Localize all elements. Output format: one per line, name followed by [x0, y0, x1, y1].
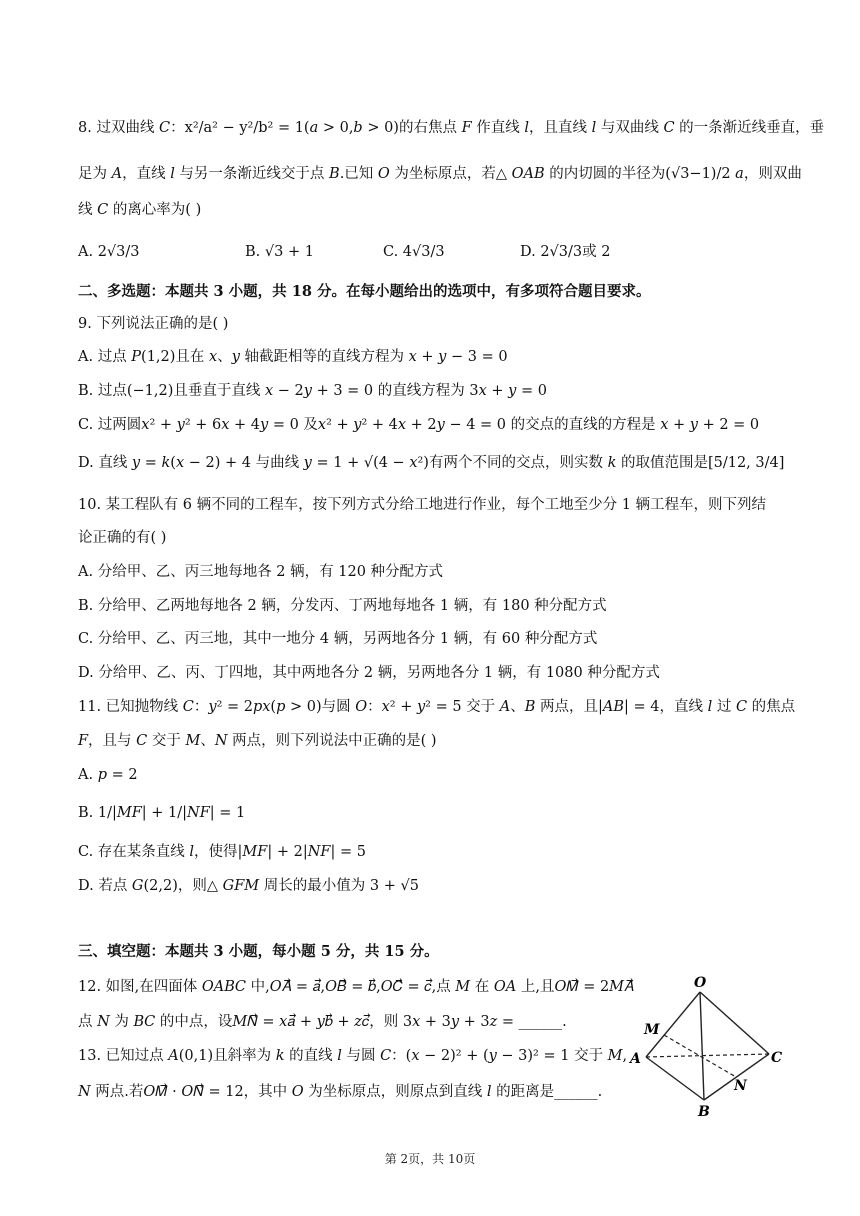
q8-option-d: D. 2√3/3或 2	[520, 244, 611, 260]
q11-option-a: A. 𝑝 = 2	[78, 767, 138, 783]
q9-option-c: C. 过两圆𝑥² + 𝑦² + 6𝑥 + 4𝑦 = 0 及𝑥² + 𝑦² + 4𝑥 + 2𝑦 − 4 = 0 的交点的直线的方程是 𝑥 + 𝑦 + 2 = 0	[78, 417, 760, 433]
q10-option-c: C. 分给甲、乙、丙三地，其中一地分 4 辆，另两地各分 1 辆，有 60 种分配方式	[78, 631, 598, 647]
label-b: B	[698, 1104, 710, 1120]
q12-line-2: 点 𝑁 为 𝐵𝐶 的中点，设𝑀𝑁⃗ = 𝑥𝑎⃗ + 𝑦𝑏⃗ + 𝑧𝑐⃗，则 3𝑥 + 3𝑦 + 3𝑧 = ______.	[78, 1014, 567, 1030]
label-o: O	[694, 975, 707, 991]
label-c: C	[771, 1050, 783, 1066]
q11-line-2: 𝐹，且与 𝐶 交于 𝑀、𝑁 两点，则下列说法中正确的是( )	[78, 733, 437, 749]
q10-option-d: D. 分给甲、乙、丙、丁四地，其中两地各分 2 辆，另两地各分 1 辆，有 1080 种分配方式	[78, 665, 660, 681]
label-n: N	[734, 1078, 747, 1094]
q10-option-b: B. 分给甲、乙两地每地各 2 辆，分发丙、丁两地每地各 1 辆，有 180 种分配方式	[78, 598, 607, 614]
label-m: M	[644, 1022, 660, 1038]
q13-line-1: 13. 已知过点 𝐴(0,1)且斜率为 𝑘 的直线 𝑙 与圆 𝐶：(𝑥 − 2)² + (𝑦 − 3)² = 1 交于 𝑀,	[78, 1048, 628, 1064]
q8-option-c: C. 4√3/3	[383, 244, 445, 260]
section-2-heading: 二、多选题：本题共 3 小题，共 18 分。在每小题给出的选项中，有多项符合题目要求。	[78, 283, 651, 300]
label-a: A	[630, 1051, 641, 1067]
q9-stem: 9. 下列说法正确的是( )	[78, 316, 229, 332]
q8-option-b: B. √3 + 1	[245, 244, 314, 260]
page-footer: 第 2页，共 10页	[384, 1152, 476, 1166]
q10-line-2: 论正确的有( )	[78, 530, 167, 546]
q11-line-1: 11. 已知抛物线 𝐶：𝑦² = 2𝑝𝑥(𝑝 > 0)与圆 𝑂：𝑥² + 𝑦² = 5 交于 𝐴、𝐵 两点，且|𝐴𝐵| = 4，直线 𝑙 过 𝐶 的焦点	[78, 699, 796, 715]
section-3-heading: 三、填空题：本题共 3 小题，每小题 5 分，共 15 分。	[78, 943, 439, 960]
q13-line-2: 𝑁 两点.若𝑂𝑀⃗ · 𝑂𝑁⃗ = 12，其中 𝑂 为坐标原点，则原点到直线 𝑙 的距离是______.	[78, 1084, 603, 1100]
q9-option-a: A. 过点 𝑃(1,2)且在 𝑥、𝑦 轴截距相等的直线方程为 𝑥 + 𝑦 − 3 = 0	[78, 349, 508, 365]
q10-option-a: A. 分给甲、乙、丙三地每地各 2 辆，有 120 种分配方式	[78, 564, 444, 580]
edge-ab	[646, 1057, 704, 1100]
q12-line-1: 12. 如图,在四面体 𝑂𝐴𝐵𝐶 中,𝑂𝐴⃗ = 𝑎⃗,𝑂𝐵⃗ = 𝑏⃗,𝑂𝐶⃗ = 𝑐⃗,点 𝑀 在 𝑂𝐴 上,且𝑂𝑀⃗ = 2𝑀𝐴⃗	[78, 979, 634, 995]
q8-option-a: A. 2√3/3	[78, 244, 140, 260]
q9-option-d: D. 直线 𝑦 = 𝑘(𝑥 − 2) + 4 与曲线 𝑦 = 1 + √(4 − 𝑥²)有两个不同的交点，则实数 𝑘 的取值范围是[5/12, 3/4]	[78, 455, 785, 471]
q8-line-2: 足为 𝐴，直线 𝑙 与另一条渐近线交于点 𝐵.已知 𝑂 为坐标原点，若△ 𝑂𝐴𝐵 的内切圆的半径为(√3−1)/2 𝑎，则双曲	[78, 166, 802, 182]
q8-line-1: 8. 过双曲线 𝐶：x²/a² − y²/b² = 1(𝑎 > 0,𝑏 > 0)的右焦点 𝐹 作直线 𝑙，且直线 𝑙 与双曲线 𝐶 的一条渐近线垂直，垂	[78, 120, 825, 136]
q9-option-b: B. 过点(−1,2)且垂直于直线 𝑥 − 2𝑦 + 3 = 0 的直线方程为 3𝑥 + 𝑦 = 0	[78, 383, 547, 399]
q11-option-b: B. 1/|𝑀𝐹| + 1/|𝑁𝐹| = 1	[78, 805, 246, 821]
q11-option-c: C. 存在某条直线 𝑙，使得|𝑀𝐹| + 2|𝑁𝐹| = 5	[78, 844, 366, 860]
edge-ob	[700, 992, 704, 1100]
edge-ac-dashed	[646, 1054, 769, 1057]
q11-option-d: D. 若点 𝐺(2,2)，则△ 𝐺𝐹𝑀 周长的最小值为 3 + √5	[78, 878, 419, 894]
q8-line-3: 线 𝐶 的离心率为( )	[78, 202, 202, 218]
q10-line-1: 10. 某工程队有 6 辆不同的工程车，按下列方式分给工地进行作业，每个工地至少分 1 辆工程车，则下列结	[78, 497, 767, 513]
edge-oc	[700, 992, 769, 1054]
tetrahedron-figure	[624, 972, 794, 1122]
